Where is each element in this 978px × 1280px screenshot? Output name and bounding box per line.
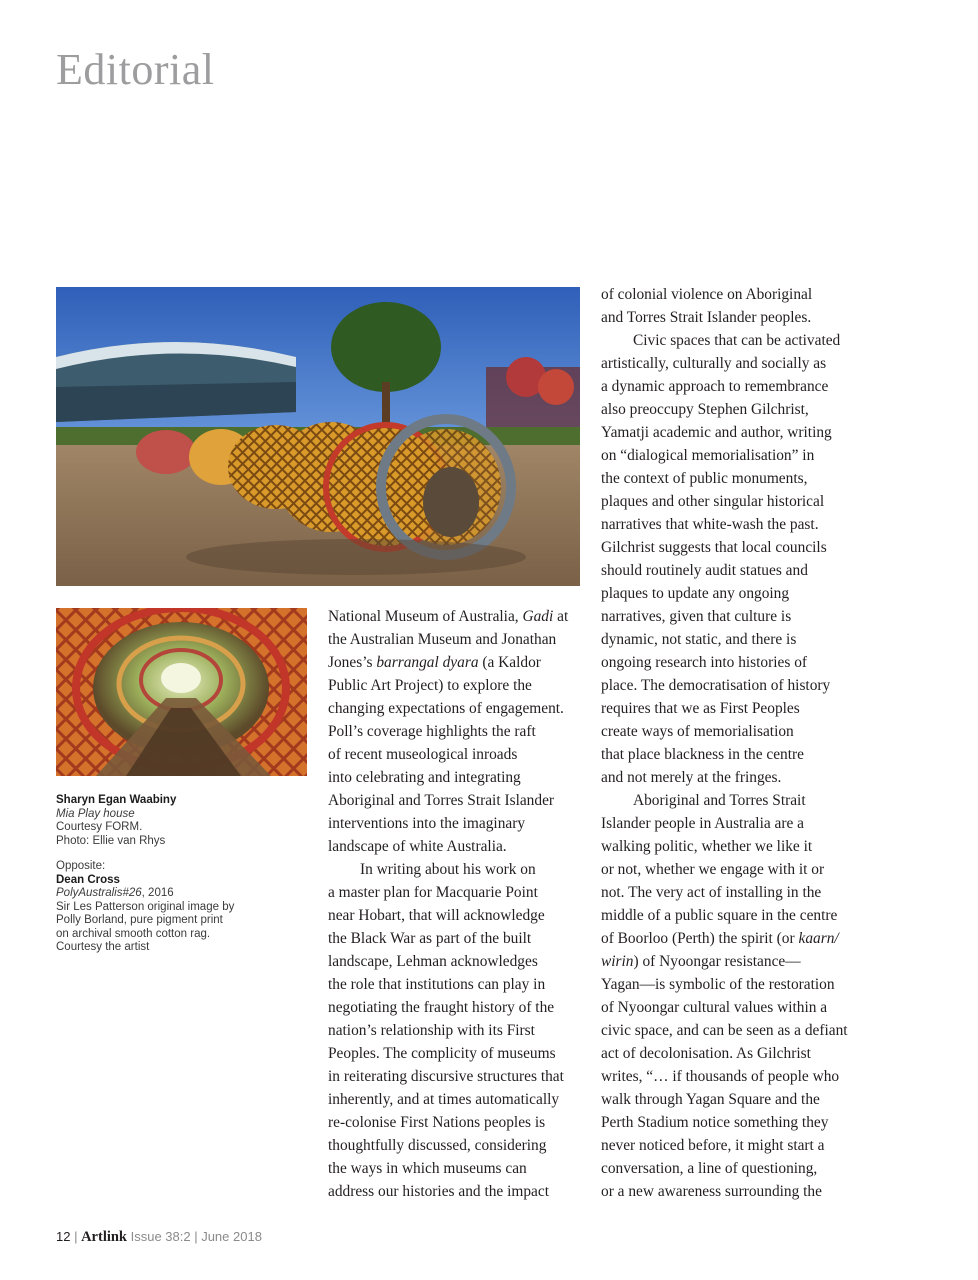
- text-segment: near Hobart, that will acknowledge: [328, 907, 545, 924]
- text-segment: Aboriginal and Torres Strait: [633, 792, 806, 809]
- text-line: [328, 605, 586, 628]
- text-segment: not. The very act of installing in the: [601, 884, 822, 901]
- text-line: [601, 789, 863, 812]
- text-segment: Gilchrist suggests that local councils: [601, 539, 827, 556]
- text-segment: thoughtfully discussed, considering: [328, 1137, 547, 1154]
- text-line: [601, 720, 863, 743]
- text-line: [601, 1134, 863, 1157]
- text-segment: plaques to update any ongoing: [601, 585, 790, 602]
- text-line: [328, 927, 586, 950]
- text-line: [328, 881, 586, 904]
- text-segment: National Museum of Australia,: [328, 608, 523, 625]
- text-segment: or not, whether we engage with it or: [601, 861, 825, 878]
- text-line: [328, 858, 586, 881]
- text-line: [328, 1134, 586, 1157]
- text-segment: or a new awareness surrounding the: [601, 1183, 822, 1200]
- text-line: [601, 1065, 863, 1088]
- text-segment: Yagan—is symbolic of the restoration: [601, 976, 835, 993]
- text-segment: walking politic, whether we like it: [601, 838, 813, 855]
- page-footer: [56, 1229, 262, 1246]
- text-line: [328, 996, 586, 1019]
- caption-artist-2: Dean Cross: [56, 873, 120, 886]
- text-line: [601, 582, 863, 605]
- text-segment: the context of public monuments,: [601, 470, 808, 487]
- text-line: [601, 398, 863, 421]
- text-line: [601, 490, 863, 513]
- text-segment: the role that institutions can play in: [328, 976, 546, 993]
- text-line: [601, 1111, 863, 1134]
- text-line: [601, 1088, 863, 1111]
- text-line: [601, 375, 863, 398]
- text-segment: nation’s relationship with its First: [328, 1022, 535, 1039]
- text-segment: artistically, culturally and socially as: [601, 355, 827, 372]
- text-segment: a master plan for Macquarie Point: [328, 884, 538, 901]
- text-segment: the Black War as part of the built: [328, 930, 532, 947]
- section-title: Editorial: [56, 45, 215, 94]
- caption-artist-1: Sharyn Egan Waabiny: [56, 794, 177, 806]
- text-line: [328, 697, 586, 720]
- text-segment: of recent museological inroads: [328, 746, 518, 763]
- text-segment: the ways in which museums can: [328, 1160, 527, 1177]
- text-segment: a dynamic approach to remembrance: [601, 378, 829, 395]
- text-line: [328, 1019, 586, 1042]
- caption-credit-2: Courtesy the artist: [56, 941, 150, 953]
- text-segment: barrangal dyara: [376, 654, 479, 671]
- text-line: [328, 720, 586, 743]
- text-segment: Civic spaces that can be activated: [633, 332, 841, 349]
- text-segment: Islander people in Australia are a: [601, 815, 804, 832]
- text-segment: that place blackness in the centre: [601, 746, 804, 763]
- text-segment: of Nyoongar cultural values within a: [601, 999, 828, 1016]
- text-line: [328, 628, 586, 651]
- text-line: [601, 1157, 863, 1180]
- text-line: [601, 973, 863, 996]
- text-line: [601, 536, 863, 559]
- text-segment: Public Art Project) to explore the: [328, 677, 532, 694]
- text-line: [328, 1111, 586, 1134]
- text-segment: walk through Yagan Square and the: [601, 1091, 820, 1108]
- issue-info: Issue 38:2 | June 2018: [127, 1229, 262, 1244]
- caption-credit-1a: Courtesy FORM.: [56, 821, 143, 833]
- text-segment: Peoples. The complicity of museums: [328, 1045, 556, 1062]
- text-segment: ) of Nyoongar resistance—: [633, 953, 801, 970]
- photo-caption: [56, 794, 306, 955]
- caption-year-2: , 2016: [141, 887, 174, 899]
- text-segment: the Australian Museum and Jonathan: [328, 631, 557, 648]
- text-segment: and Torres Strait Islander peoples.: [601, 309, 812, 326]
- text-segment: Perth Stadium notice something they: [601, 1114, 829, 1131]
- text-segment: Aboriginal and Torres Strait Islander: [328, 792, 555, 809]
- text-line: [328, 789, 586, 812]
- caption-work-2: PolyAustralis#26: [56, 887, 142, 899]
- text-line: [601, 697, 863, 720]
- photo-play-house-sculpture: [56, 287, 580, 586]
- body-column-right: [601, 283, 863, 1203]
- text-segment: should routinely audit statues and: [601, 562, 808, 579]
- text-line: [328, 1180, 586, 1203]
- text-line: [601, 996, 863, 1019]
- text-line: [601, 1042, 863, 1065]
- text-line: [601, 559, 863, 582]
- caption-work-1: Mia Play house: [56, 807, 135, 820]
- text-line: [328, 1042, 586, 1065]
- text-line: [601, 1019, 863, 1042]
- text-line: [601, 421, 863, 444]
- caption-credit-1b: Photo: Ellie van Rhys: [56, 834, 166, 847]
- text-line: [328, 766, 586, 789]
- text-line: [328, 904, 586, 927]
- text-segment: in reiterating discursive structures that: [328, 1068, 564, 1085]
- text-line: [601, 904, 863, 927]
- text-segment: civic space, and can be seen as a defiant: [601, 1022, 848, 1039]
- text-line: [328, 835, 586, 858]
- text-line: [601, 743, 863, 766]
- text-segment: plaques and other singular historical: [601, 493, 825, 510]
- footer-separator: |: [70, 1229, 82, 1244]
- text-line: [601, 467, 863, 490]
- text-segment: Gadi: [522, 608, 554, 625]
- text-segment: dynamic, not static, and there is: [601, 631, 797, 648]
- text-line: [601, 927, 863, 950]
- caption-opposite: Opposite:: [56, 860, 106, 872]
- caption-desc-2a: Sir Les Patterson original image by: [56, 900, 235, 913]
- text-segment: conversation, a line of questioning,: [601, 1160, 818, 1177]
- text-line: [601, 444, 863, 467]
- text-segment: interventions into the imaginary: [328, 815, 526, 832]
- text-segment: writes, “… if thousands of people who: [601, 1068, 840, 1085]
- text-segment: In writing about his work on: [360, 861, 536, 878]
- text-line: [601, 352, 863, 375]
- text-line: [328, 973, 586, 996]
- text-segment: at: [553, 608, 569, 625]
- text-segment: kaarn/: [798, 930, 839, 947]
- text-line: [328, 651, 586, 674]
- text-segment: Yamatji academic and author, writing: [601, 424, 832, 441]
- page-number: 12: [56, 1229, 71, 1244]
- text-segment: wirin: [601, 953, 634, 970]
- text-line: [601, 329, 863, 352]
- text-line: [601, 674, 863, 697]
- text-line: [601, 513, 863, 536]
- text-segment: Jones’s: [328, 654, 377, 671]
- text-line: [601, 651, 863, 674]
- text-line: [328, 1088, 586, 1111]
- text-line: [328, 950, 586, 973]
- text-segment: middle of a public square in the centre: [601, 907, 838, 924]
- text-segment: on “dialogical memorialisation” in: [601, 447, 815, 464]
- text-segment: ongoing research into histories of: [601, 654, 808, 671]
- text-segment: also preoccupy Stephen Gilchrist,: [601, 401, 809, 418]
- text-segment: into celebrating and integrating: [328, 769, 521, 786]
- text-line: [601, 1180, 863, 1203]
- text-segment: negotiating the fraught history of the: [328, 999, 555, 1016]
- text-segment: place. The democratisation of history: [601, 677, 831, 694]
- text-line: [328, 1157, 586, 1180]
- text-line: [601, 628, 863, 651]
- text-segment: (a Kaldor: [478, 654, 541, 671]
- text-line: [601, 812, 863, 835]
- text-line: [601, 766, 863, 789]
- text-line: [601, 950, 863, 973]
- text-segment: inherently, and at times automatically: [328, 1091, 560, 1108]
- text-line: [601, 858, 863, 881]
- text-segment: address our histories and the impact: [328, 1183, 549, 1200]
- text-line: [601, 881, 863, 904]
- body-column-middle: [328, 605, 586, 1203]
- text-segment: create ways of memorialisation: [601, 723, 794, 740]
- caption-desc-2c: on archival smooth cotton rag.: [56, 927, 211, 940]
- text-line: [328, 812, 586, 835]
- text-segment: changing expectations of engagement.: [328, 700, 564, 717]
- text-segment: Poll’s coverage highlights the raft: [328, 723, 536, 740]
- text-segment: act of decolonisation. As Gilchrist: [601, 1045, 811, 1062]
- text-line: [328, 674, 586, 697]
- photo-tunnel-interior: [56, 608, 307, 776]
- text-line: [601, 306, 863, 329]
- text-segment: narratives that white-wash the past.: [601, 516, 819, 533]
- text-line: [601, 605, 863, 628]
- text-line: [328, 1065, 586, 1088]
- text-line: [601, 283, 863, 306]
- text-segment: and not merely at the fringes.: [601, 769, 782, 786]
- magazine-brand: Artlink: [81, 1229, 127, 1245]
- text-segment: of Boorloo (Perth) the spirit (or: [601, 930, 799, 947]
- text-segment: re-colonise First Nations peoples is: [328, 1114, 546, 1131]
- text-line: [328, 743, 586, 766]
- text-segment: landscape of white Australia.: [328, 838, 507, 855]
- text-segment: narratives, given that culture is: [601, 608, 792, 625]
- text-segment: landscape, Lehman acknowledges: [328, 953, 538, 970]
- text-segment: never noticed before, it might start a: [601, 1137, 825, 1154]
- text-segment: requires that we as First Peoples: [601, 700, 800, 717]
- text-line: [601, 835, 863, 858]
- text-segment: of colonial violence on Aboriginal: [601, 286, 813, 303]
- caption-desc-2b: Polly Borland, pure pigment print: [56, 914, 223, 926]
